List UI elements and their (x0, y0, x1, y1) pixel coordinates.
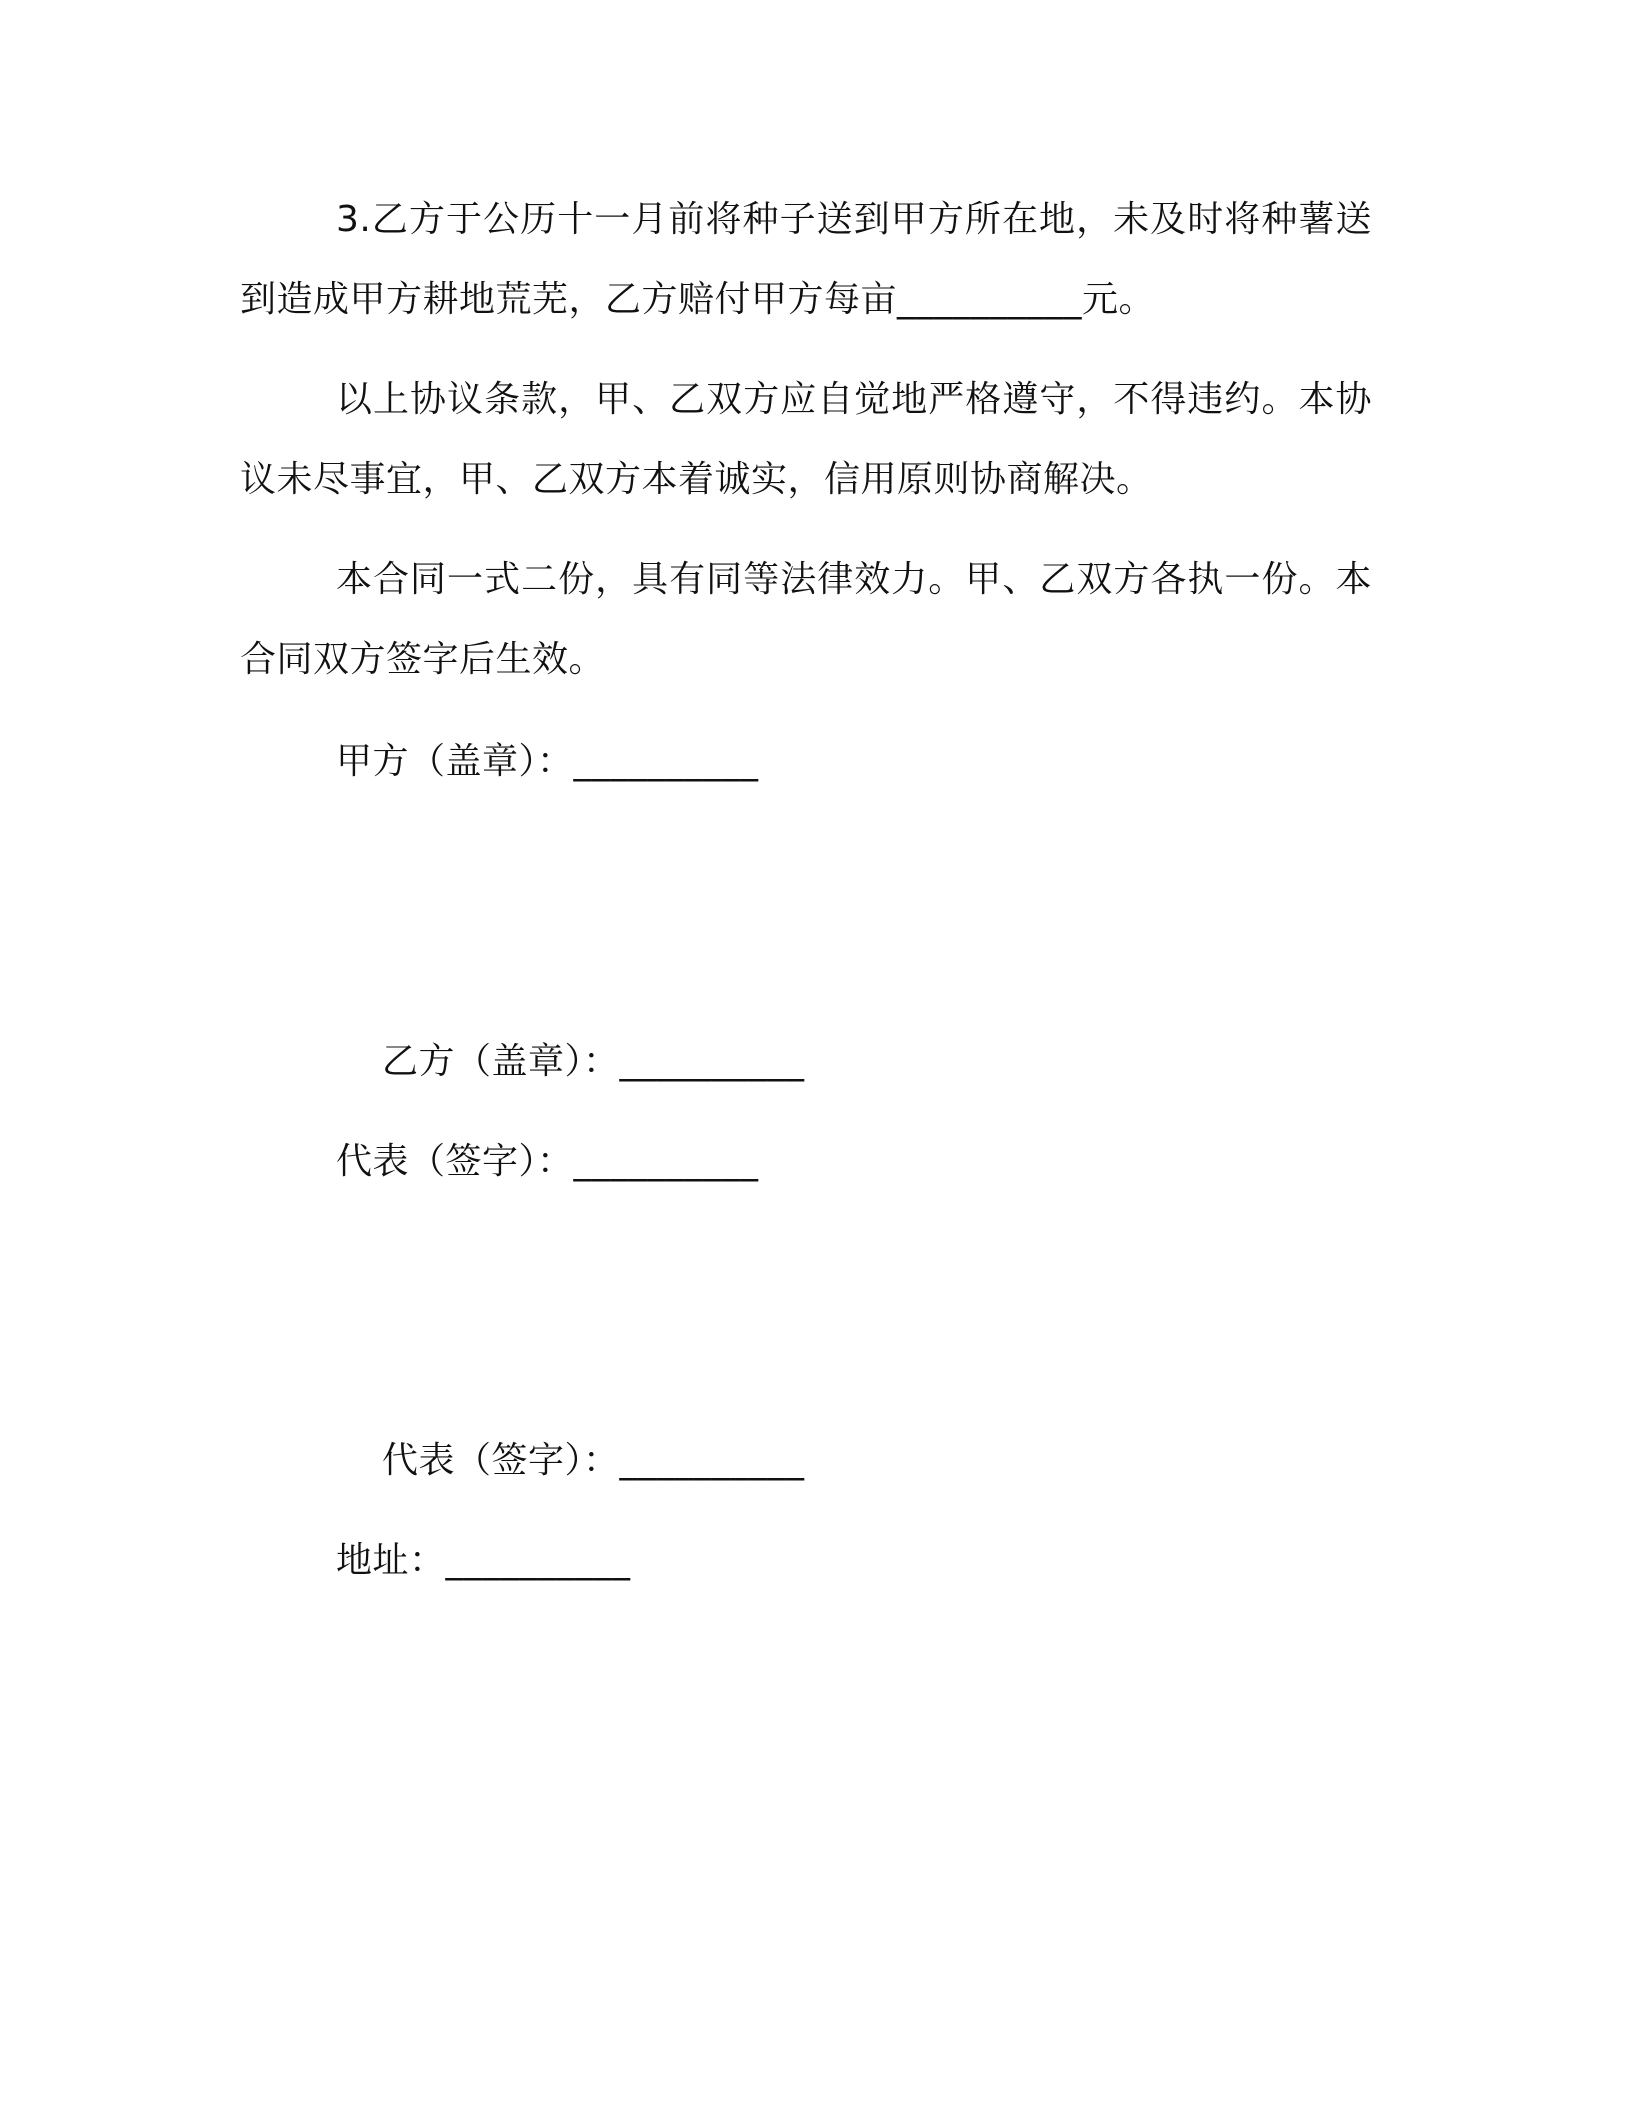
representative-signature-line: 代表（签字）：__________ (336, 1141, 759, 1182)
party-a-seal-line: 甲方（盖章）：__________ (336, 741, 759, 782)
address-line: 地址：__________ (336, 1540, 631, 1581)
representative-signature-line-2: 代表（签字）：__________ (382, 1440, 805, 1481)
party-b-seal-line: 乙方（盖章）：__________ (382, 1041, 805, 1082)
compliance-paragraph: 以上协议条款，甲、乙双方应自觉地严格遵守，不得违约。本协议未尽事宜，甲、乙双方本着诚实，信用原则协商解决。 (240, 379, 1372, 500)
copies-paragraph: 本合同一式二份，具有同等法律效力。甲、乙双方各执一份。本合同双方签字后生效。 (240, 559, 1372, 680)
clause-3-paragraph: 3.乙方于公历十一月前将种子送到甲方所在地，未及时将种薯送到造成甲方耕地荒芜，乙方赔付甲方每亩__________元。 (240, 199, 1372, 320)
